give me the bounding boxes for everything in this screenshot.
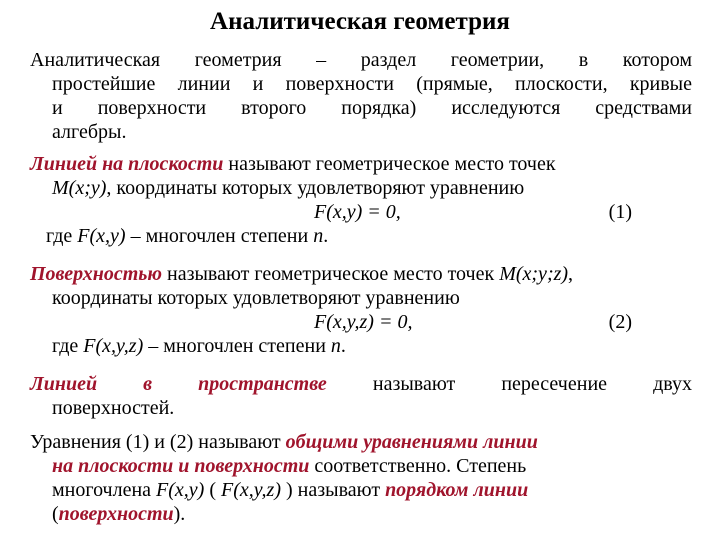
term-plane-line: Линией на плоскости (30, 153, 224, 175)
text-word: пересечение (501, 373, 608, 395)
paragraph-surface (30, 262, 692, 358)
equation-formula: F(x,y) = 0, (314, 201, 401, 223)
term-general-equations: общими уравнениями линии (285, 431, 538, 453)
text-word: двух (653, 373, 693, 395)
text-line (30, 430, 692, 454)
equation-2 (30, 310, 692, 334)
term-plane-surface: на плоскости и поверхности (52, 455, 310, 477)
text-span: ). (173, 503, 186, 525)
text-line (30, 262, 692, 286)
term-word: Линией (30, 373, 98, 395)
equation-1 (30, 200, 692, 224)
term-word: пространстве (198, 373, 327, 395)
text-line: простейшие линии и поверхности (прямые, плоскости, кривые (52, 73, 692, 95)
text-line (30, 478, 692, 502)
equation-number: (1) (608, 201, 632, 223)
page-title: Аналитическая геометрия (210, 8, 510, 35)
term-order: порядком линии (385, 479, 529, 501)
formula-inline: F(x,y) (156, 479, 205, 501)
text-line (30, 152, 692, 176)
text-span: ( (204, 479, 222, 501)
text-span: – многочлен степени (143, 335, 331, 357)
text-span: соответственно. Степень (309, 455, 527, 477)
text-span: где (46, 225, 78, 247)
paragraph-space-line (30, 372, 692, 420)
text-line: алгебры. (52, 121, 127, 143)
formula-inline: F(x,y) (77, 225, 126, 247)
text-line: и поверхности второго порядка) исследуются средствами (52, 97, 692, 119)
text-span: ( (52, 503, 59, 525)
term-word: в (143, 373, 153, 395)
text-line (30, 502, 692, 526)
text-span: называют геометрическое место точек (223, 153, 556, 175)
text-span: многочлена (52, 479, 157, 501)
paragraph-plane-line (30, 152, 692, 248)
term-surface: Поверхностью (30, 263, 163, 285)
text-span: , (568, 263, 574, 285)
text-line (30, 176, 692, 200)
text-line: координаты которых удовлетворяют уравнению (52, 287, 460, 309)
point-m: M(x;y) (52, 177, 107, 199)
term-surface-order: поверхности (58, 503, 174, 525)
equation-number: (2) (608, 311, 632, 333)
text-line (30, 334, 692, 358)
paragraph-general-equations (30, 430, 692, 526)
text-line (30, 224, 692, 248)
text-span: где (52, 335, 84, 357)
text-span: . (323, 225, 329, 247)
text-span: ) называют (281, 479, 386, 501)
point-m: M(x;y;z) (499, 263, 569, 285)
text-line (30, 372, 692, 396)
text-span: Уравнения (1) и (2) называют (30, 431, 286, 453)
paragraph-definition (30, 48, 692, 144)
text-line: Аналитическая геометрия – раздел геометрии, в котором (30, 49, 692, 71)
text-span: . (340, 335, 346, 357)
formula-inline: F(x,y,z) (221, 479, 281, 501)
text-span: называют геометрическое место точек (162, 263, 500, 285)
text-line (30, 454, 692, 478)
text-word: называют (372, 373, 456, 395)
text-span: , координаты которых удовлетворяют уравнению (106, 177, 525, 199)
formula-inline: F(x,y,z) (83, 335, 144, 357)
equation-formula: F(x,y,z) = 0, (314, 311, 413, 333)
text-line: поверхностей. (52, 397, 175, 419)
text-span: – многочлен степени (125, 225, 314, 247)
var-n: n (330, 335, 341, 357)
var-n: n (313, 225, 324, 247)
